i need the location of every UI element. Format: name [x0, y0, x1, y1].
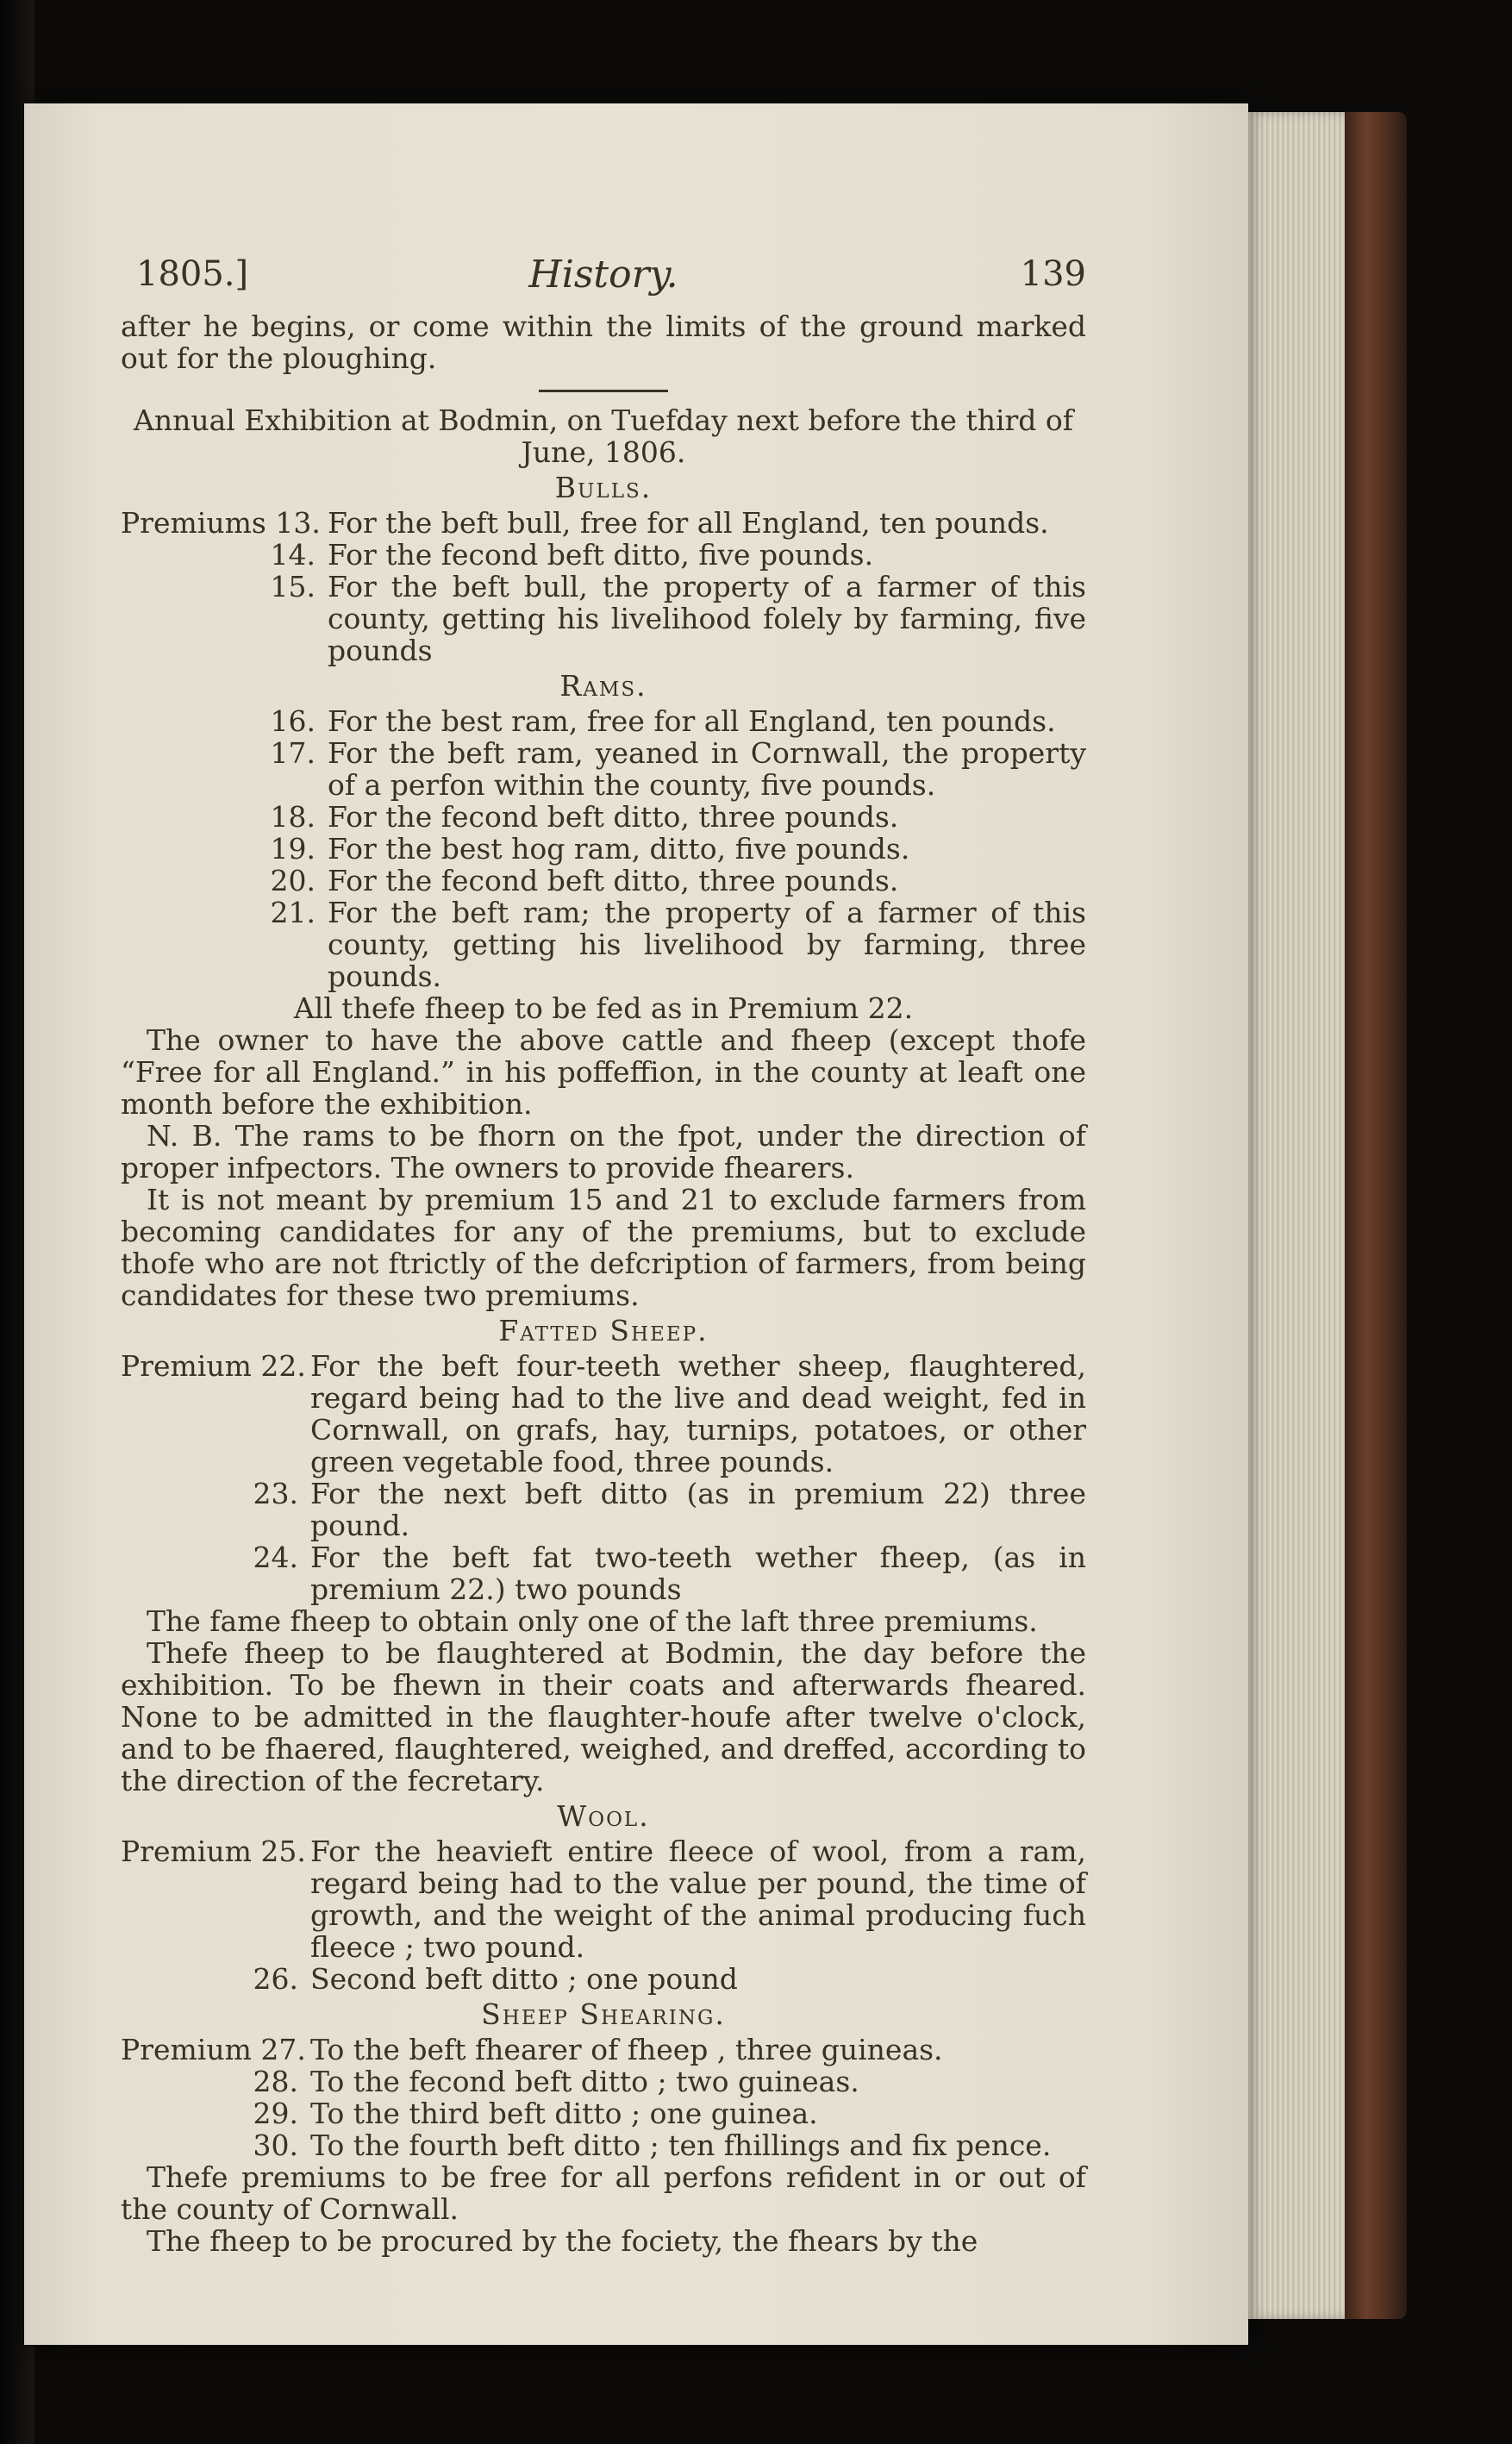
premium-text: For the beft ram, yeaned in Cornwall, the property of a perfon within the county, five pounds.	[328, 736, 1086, 802]
premium-item	[121, 801, 1086, 833]
premium-label: Premiums 13.	[121, 506, 321, 540]
premium-item	[121, 865, 1086, 897]
premium-item	[121, 1478, 1086, 1541]
premium-text: For the beft four-teeth wether sheep, flaughtered, regard being had to the live and dead weight, fed in Cornwall, on grafs, hay, turnips, potatoes, or other green vegetable food, three pounds.	[310, 1349, 1086, 1478]
premium-item	[121, 1963, 1086, 1995]
premium-text: For the next beft ditto (as in premium 22) three pound.	[310, 1477, 1086, 1542]
premium-item	[121, 2097, 1086, 2129]
premium-label: 20.	[270, 864, 316, 897]
procured-paragraph: The fheep to be procured by the fociety, the fhears by the	[147, 2224, 978, 2258]
premium-item	[121, 571, 1086, 666]
owner-paragraph: The owner to have the above cattle and fheep (except thofe “Free for all England.” in his poffeffion, in the county at leaft one month before the exhibition.	[121, 1023, 1086, 1121]
premium-label: Premium 25.	[121, 1835, 306, 1868]
premium-label: 14.	[270, 538, 316, 572]
premium-label: 19.	[270, 832, 316, 866]
premium-item	[121, 833, 1086, 865]
premium-text: For the beft ram; the property of a farmer of this county, getting his livelihood by farming, three pounds.	[328, 896, 1086, 993]
fatted-sheep-heading: Fatted Sheep.	[498, 1314, 709, 1347]
premium-item	[121, 2034, 1086, 2066]
shearing-heading: Sheep Shearing.	[481, 1997, 726, 2031]
premium-text: To the fecond beft ditto ; two guineas.	[310, 2065, 859, 2098]
same-sheep-paragraph: The fame fheep to obtain only one of the laft three premiums.	[147, 1604, 1038, 1638]
bulls-heading: Bulls.	[554, 471, 653, 504]
premium-item	[121, 1835, 1086, 1963]
rams-note: All thefe fheep to be fed as in Premium 22.	[293, 991, 914, 1025]
premium-text: For the fecond beft ditto, five pounds.	[328, 538, 874, 572]
premium-label: 29.	[253, 2097, 298, 2130]
premium-text: To the third beft ditto ; one guinea.	[310, 2097, 818, 2130]
exhibition-heading: Annual Exhibition at Bodmin, on Tuefday next before the third of June, 1806.	[134, 403, 1073, 469]
premium-text: For the fecond beft ditto, three pounds.	[328, 800, 899, 834]
header-title: History.	[528, 253, 678, 297]
premium-label: 28.	[253, 2065, 298, 2098]
premium-item	[121, 539, 1086, 571]
intro-text: after he begins, or come within the limits of the ground marked out for the ploughing.	[121, 309, 1086, 375]
premium-item	[121, 737, 1086, 801]
header-year: 1805.]	[136, 254, 249, 294]
premium-label: 24.	[253, 1541, 298, 1574]
premium-text: For the beft bull, free for all England, ten pounds.	[328, 506, 1049, 540]
premium-item	[121, 1541, 1086, 1605]
premium-label: 23.	[253, 1477, 298, 1510]
nb-paragraph: N. B. The rams to be fhorn on the fpot, under the direction of proper infpectors. The owners to provide fhearers.	[121, 1119, 1086, 1184]
rams-heading: Rams.	[559, 669, 647, 703]
page-number: 139	[1020, 254, 1086, 294]
running-header	[121, 253, 1086, 310]
premium-label: Premium 22.	[121, 1349, 306, 1383]
premium-label: 21.	[270, 896, 316, 929]
premium-item	[121, 507, 1086, 539]
premium-text: To the beft fhearer of fheep , three guineas.	[310, 2033, 943, 2066]
premium-label: 18.	[270, 800, 316, 834]
premium-label: 17.	[270, 736, 316, 770]
premium-item	[121, 705, 1086, 737]
premium-item	[121, 2129, 1086, 2161]
premium-text: For the best ram, free for all England, ten pounds.	[328, 704, 1056, 738]
premium-text: Second beft ditto ; one pound	[310, 1962, 738, 1996]
premium-label: 15.	[270, 570, 316, 603]
page-text	[121, 253, 1086, 2258]
premium-item	[121, 897, 1086, 992]
premium-text: To the fourth beft ditto ; ten fhillings and fix pence.	[310, 2128, 1052, 2162]
premium-item	[121, 2066, 1086, 2097]
book-cover	[1345, 112, 1407, 2319]
page-edges	[1248, 112, 1347, 2319]
slaughter-paragraph: Thefe fheep to be flaughtered at Bodmin, the day before the exhibition. To be fhewn in their coats and afterwards fheared. None to be admitted in the flaughter-houfe after twelve o'clock, and to be fhaered, flaughtered, weighed, and dreffed, according to the direction of the fecretary.	[121, 1636, 1086, 1797]
premium-text: For the best hog ram, ditto, five pounds.	[328, 832, 910, 866]
premium-label: 16.	[270, 704, 316, 738]
premium-text: For the beft bull, the property of a farmer of this county, getting his livelihood folely by farming, five pounds	[328, 570, 1086, 667]
premium-label: 26.	[253, 1962, 298, 1996]
premium-text: For the heavieft entire fleece of wool, from a ram, regard being had to the value per pound, the time of growth, and the weight of the animal producing fuch fleece ; two pound.	[310, 1835, 1086, 1964]
premium-text: For the fecond beft ditto, three pounds.	[328, 864, 899, 897]
premium-item	[121, 1350, 1086, 1478]
premium-label: Premium 27.	[121, 2033, 306, 2066]
free-premiums-paragraph: Thefe premiums to be free for all perfons refident in or out of the county of Cornwall.	[121, 2160, 1086, 2226]
section-rule	[539, 390, 668, 392]
premium-text: For the beft fat two-teeth wether fheep, (as in premium 22.) two pounds	[310, 1541, 1086, 1606]
premium-label: 30.	[253, 2128, 298, 2162]
meant-paragraph: It is not meant by premium 15 and 21 to exclude farmers from becoming candidates for any of the premiums, but to exclude thofe who are not ftrictly of the defcription of farmers, from being candidates for these two premiums.	[121, 1183, 1086, 1312]
wool-heading: Wool.	[557, 1799, 650, 1833]
